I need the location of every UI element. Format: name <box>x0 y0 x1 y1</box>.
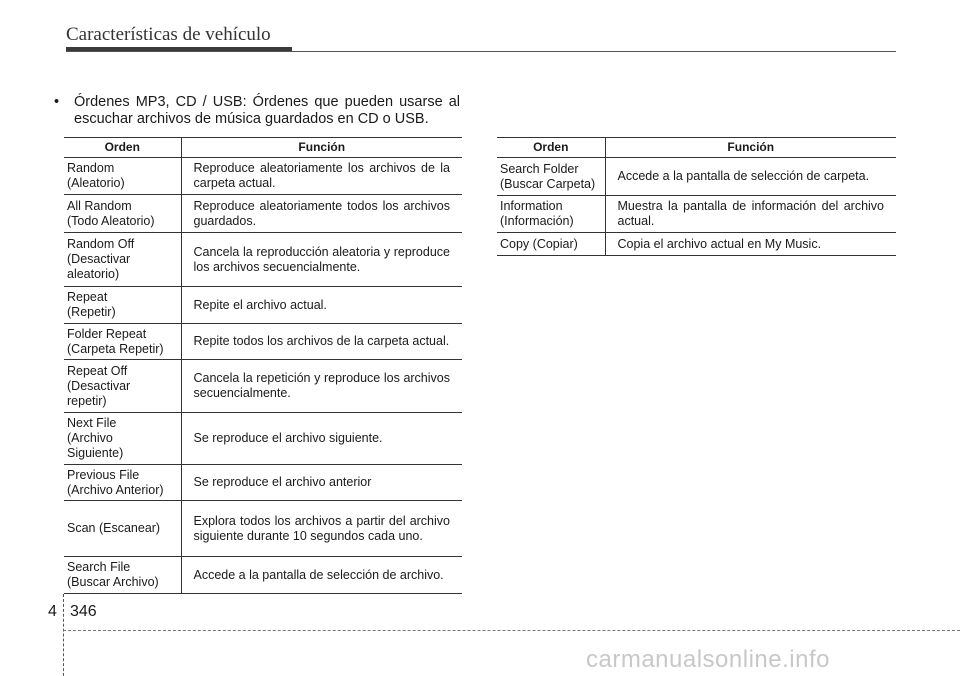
cell-orden: Random (Aleatorio) <box>64 158 181 195</box>
cell-orden: All Random (Todo Aleatorio) <box>64 195 181 233</box>
watermark: carmanualsonline.info <box>586 646 830 673</box>
table-row <box>64 413 462 465</box>
footer-vertical-divider <box>63 594 64 676</box>
cell-funcion: Muestra la pantalla de información del archivo actual. <box>605 196 896 233</box>
cell-funcion: Explora todos los archivos a partir del archivo siguiente durante 10 segundos cada uno. <box>181 501 462 557</box>
bullet-icon: • <box>54 94 60 110</box>
commands-table-left <box>64 137 462 594</box>
table-row <box>64 360 462 413</box>
table-header-row <box>64 138 462 158</box>
page-title: Características de vehículo <box>66 24 271 45</box>
cell-funcion: Repite el archivo actual. <box>181 287 462 324</box>
page-number: 346 <box>70 603 97 620</box>
table-row <box>64 557 462 594</box>
table-row <box>64 158 462 195</box>
table-header-row <box>497 138 896 158</box>
table-row <box>64 195 462 233</box>
cell-orden: Next File (Archivo Siguiente) <box>64 413 181 465</box>
table-row <box>64 465 462 501</box>
table-row <box>64 324 462 360</box>
cell-funcion: Reproduce aleatoriamente todos los archivos guardados. <box>181 195 462 233</box>
table-row <box>64 233 462 287</box>
table-row <box>497 233 896 256</box>
cell-funcion: Accede a la pantalla de selección de archivo. <box>181 557 462 594</box>
header-funcion: Función <box>605 138 896 158</box>
intro-paragraph <box>54 94 460 128</box>
cell-funcion: Cancela la reproducción aleatoria y reproduce los archivos secuencialmente. <box>181 233 462 287</box>
header-orden: Orden <box>64 138 181 158</box>
cell-funcion: Accede a la pantalla de selección de carpeta. <box>605 158 896 196</box>
cell-orden: Repeat Off (Desactivar repetir) <box>64 360 181 413</box>
cell-orden: Previous File (Archivo Anterior) <box>64 465 181 501</box>
cell-orden: Folder Repeat (Carpeta Repetir) <box>64 324 181 360</box>
cell-funcion: Se reproduce el archivo siguiente. <box>181 413 462 465</box>
cell-orden: Scan (Escanear) <box>64 501 181 557</box>
commands-table-right <box>497 137 896 256</box>
cell-orden: Search File (Buscar Archivo) <box>64 557 181 594</box>
header-orden: Orden <box>497 138 605 158</box>
table-row <box>497 158 896 196</box>
header-funcion: Función <box>181 138 462 158</box>
footer-horizontal-divider <box>63 630 960 631</box>
section-number: 4 <box>48 603 57 620</box>
cell-funcion: Cancela la repetición y reproduce los archivos secuencialmente. <box>181 360 462 413</box>
cell-orden: Search Folder (Buscar Carpeta) <box>497 158 605 196</box>
cell-orden: Information (Información) <box>497 196 605 233</box>
cell-orden: Repeat (Repetir) <box>64 287 181 324</box>
cell-funcion: Repite todos los archivos de la carpeta actual. <box>181 324 462 360</box>
table-row <box>64 501 462 557</box>
cell-funcion: Copia el archivo actual en My Music. <box>605 233 896 256</box>
cell-funcion: Se reproduce el archivo anterior <box>181 465 462 501</box>
intro-text: Órdenes MP3, CD / USB: Órdenes que pueden usarse al escuchar archivos de música guardados en CD o USB. <box>74 94 460 127</box>
table-row <box>64 287 462 324</box>
cell-orden: Copy (Copiar) <box>497 233 605 256</box>
cell-funcion: Reproduce aleatoriamente los archivos de la carpeta actual. <box>181 158 462 195</box>
cell-orden: Random Off (Desactivar aleatorio) <box>64 233 181 287</box>
table-row <box>497 196 896 233</box>
title-underline <box>66 51 896 52</box>
